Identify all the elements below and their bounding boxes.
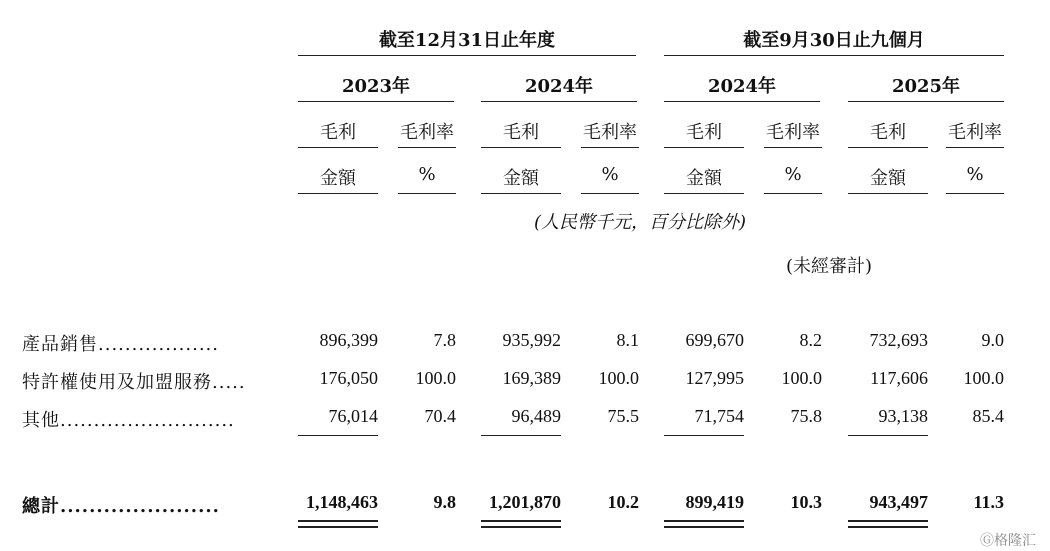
table-cell: 9.0 [981, 330, 1004, 350]
col-amount-label: 金額 [686, 168, 722, 189]
col-rule [946, 193, 1004, 194]
col-percent-label: % [784, 164, 802, 185]
total-cell: 899,419 [685, 492, 744, 512]
table-cell: 76,014 [328, 406, 378, 426]
row-label-total: 總計...................... [22, 496, 220, 517]
table-cell: 100.0 [598, 368, 639, 388]
col-percent-label: % [601, 164, 619, 185]
total-double-rule [664, 520, 744, 522]
col-rule [298, 147, 378, 148]
col-rule [398, 147, 456, 148]
col-amount-label: 金額 [503, 168, 539, 189]
col-amount-label: 金額 [870, 168, 906, 189]
watermark [980, 530, 1036, 550]
table-cell: 100.0 [781, 368, 822, 388]
table-cell: 8.2 [799, 330, 822, 350]
total-double-rule [848, 526, 928, 528]
table-cell: 100.0 [963, 368, 1004, 388]
total-cell: 9.8 [433, 492, 456, 512]
table-cell: 7.8 [433, 330, 456, 350]
total-cell: 1,201,870 [489, 492, 561, 512]
total-double-rule [848, 520, 928, 522]
year-header-2023: 2023年 [341, 76, 411, 97]
table-cell: 85.4 [972, 406, 1004, 426]
table-cell: 117,606 [870, 368, 928, 388]
col-rule [764, 147, 822, 148]
table-cell: 96,489 [511, 406, 561, 426]
table-cell: 75.8 [790, 406, 822, 426]
total-cell: 11.3 [973, 492, 1004, 512]
table-cell: 100.0 [415, 368, 456, 388]
row-label-others: 其他.......................... [22, 410, 235, 431]
total-double-rule [481, 526, 561, 528]
col-margin-label: 毛利率 [766, 122, 820, 143]
table-cell: 8.1 [616, 330, 639, 350]
unit-note: (人民幣千元，百分比除外) [534, 212, 747, 233]
table-cell: 935,992 [502, 330, 561, 350]
unaudited-note: (未經審計) [786, 256, 873, 277]
subtotal-rule [848, 435, 928, 436]
total-double-rule [298, 526, 378, 528]
col-margin-label: 毛利率 [400, 122, 454, 143]
year-header-2024: 2024年 [524, 76, 594, 97]
year-header-2024-9m: 2024年 [707, 76, 777, 97]
col-rule [298, 193, 378, 194]
col-rule [581, 193, 639, 194]
total-cell: 943,497 [869, 492, 928, 512]
header-nine-month-rule [664, 55, 1004, 56]
col-rule [664, 193, 744, 194]
table-cell: 71,754 [694, 406, 744, 426]
col-rule [946, 147, 1004, 148]
col-percent-label: % [966, 164, 984, 185]
watermark-logo-icon: Ⓖ [980, 533, 994, 549]
col-rule [848, 147, 928, 148]
total-cell: 10.3 [790, 492, 822, 512]
col-gross-profit-label: 毛利 [320, 122, 356, 143]
col-rule [398, 193, 456, 194]
row-label-product-sales: 產品銷售.................. [22, 334, 219, 355]
col-gross-profit-label: 毛利 [686, 122, 722, 143]
col-rule [764, 193, 822, 194]
row-label-franchise-services: 特許權使用及加盟服務..... [22, 372, 246, 393]
watermark-text: 格隆汇 [994, 533, 1036, 549]
year-rule [664, 101, 820, 102]
table-cell: 70.4 [424, 406, 456, 426]
header-nine-month-group: 截至9月30日止九個月 [743, 30, 925, 51]
col-margin-label: 毛利率 [948, 122, 1002, 143]
total-double-rule [481, 520, 561, 522]
header-fiscal-year-group: 截至12月31日止年度 [378, 30, 556, 51]
subtotal-rule [298, 435, 378, 436]
table-cell: 896,399 [319, 330, 378, 350]
col-gross-profit-label: 毛利 [870, 122, 906, 143]
col-gross-profit-label: 毛利 [503, 122, 539, 143]
year-rule [298, 101, 454, 102]
table-cell: 75.5 [607, 406, 639, 426]
total-double-rule [664, 526, 744, 528]
col-amount-label: 金額 [320, 168, 356, 189]
total-cell: 10.2 [607, 492, 639, 512]
col-rule [581, 147, 639, 148]
year-rule [481, 101, 637, 102]
col-rule [481, 147, 561, 148]
table-cell: 732,693 [869, 330, 928, 350]
subtotal-rule [664, 435, 744, 436]
col-margin-label: 毛利率 [583, 122, 637, 143]
table-cell: 176,050 [319, 368, 378, 388]
total-double-rule [298, 520, 378, 522]
table-cell: 127,995 [685, 368, 744, 388]
header-fiscal-year-rule [298, 55, 636, 56]
table-cell: 699,670 [685, 330, 744, 350]
year-header-2025: 2025年 [891, 76, 961, 97]
col-rule [664, 147, 744, 148]
col-percent-label: % [418, 164, 436, 185]
col-rule [848, 193, 928, 194]
col-rule [481, 193, 561, 194]
total-cell: 1,148,463 [306, 492, 378, 512]
year-rule [848, 101, 1004, 102]
table-cell: 93,138 [878, 406, 928, 426]
subtotal-rule [481, 435, 561, 436]
table-cell: 169,389 [502, 368, 561, 388]
